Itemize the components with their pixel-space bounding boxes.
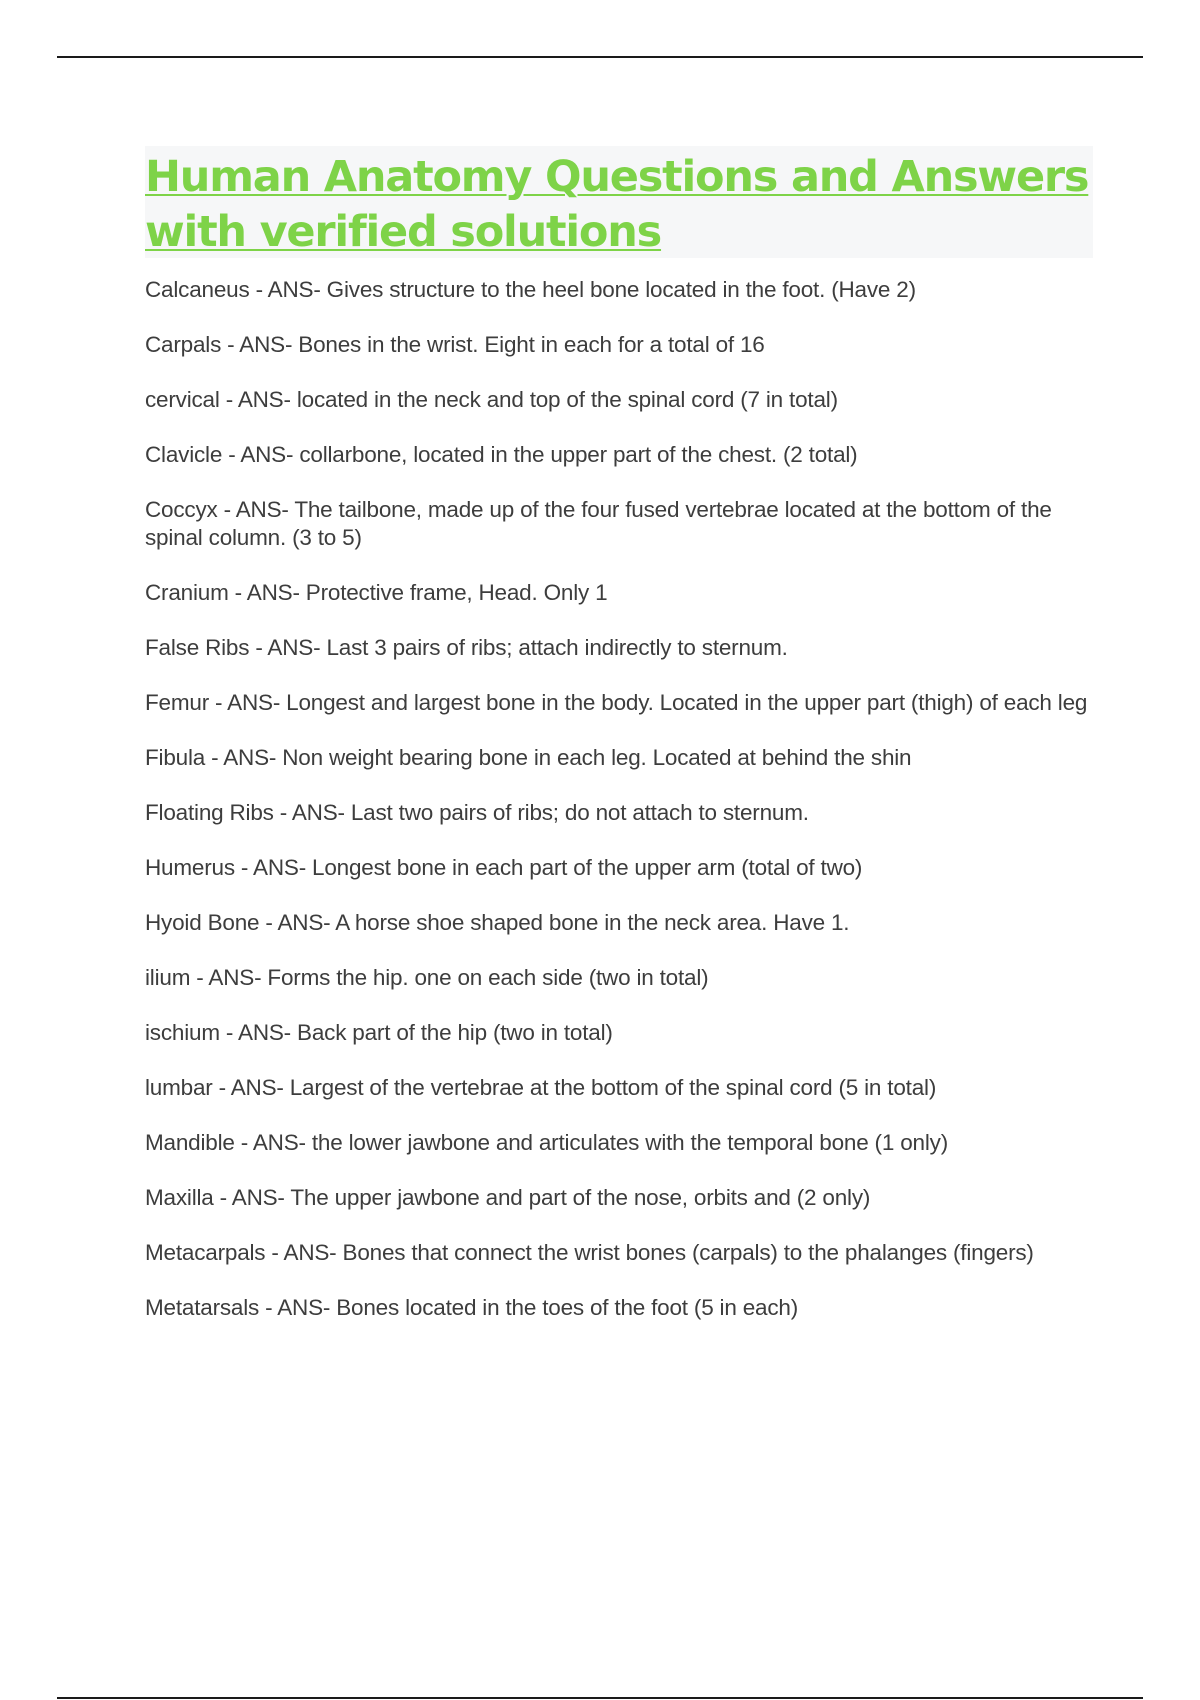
entry-coccyx: Coccyx - ANS- The tailbone, made up of the four fused vertebrae located at the bottom of the spinal column. (3 to 5): [145, 497, 1052, 550]
entry-ischium: ischium - ANS- Back part of the hip (two in total): [145, 1020, 613, 1045]
title-block: [145, 146, 1093, 258]
entry-calcaneus: Calcaneus - ANS- Gives structure to the heel bone located in the foot. (Have 2): [145, 277, 916, 302]
entry-cervical: cervical - ANS- located in the neck and top of the spinal cord (7 in total): [145, 387, 838, 412]
entry-humerus: Humerus - ANS- Longest bone in each part of the upper arm (total of two): [145, 855, 863, 880]
entry-list: [145, 276, 1093, 1322]
entry-false-ribs: False Ribs - ANS- Last 3 pairs of ribs; attach indirectly to sternum.: [145, 635, 788, 660]
entry-metatarsals: Metatarsals - ANS- Bones located in the toes of the foot (5 in each): [145, 1295, 799, 1320]
entry-clavicle: Clavicle - ANS- collarbone, located in the upper part of the chest. (2 total): [145, 442, 858, 467]
entry-femur: Femur - ANS- Longest and largest bone in the body. Located in the upper part (thigh) of each leg: [145, 690, 1088, 715]
entry-floating-ribs: Floating Ribs - ANS- Last two pairs of ribs; do not attach to sternum.: [145, 800, 809, 825]
entry-cranium: Cranium - ANS- Protective frame, Head. Only 1: [145, 580, 608, 605]
document-body: [145, 146, 1093, 1349]
entry-lumbar: lumbar - ANS- Largest of the vertebrae at the bottom of the spinal cord (5 in total): [145, 1075, 937, 1100]
entry-ilium: ilium - ANS- Forms the hip. one on each side (two in total): [145, 965, 709, 990]
entry-hyoid-bone: Hyoid Bone - ANS- A horse shoe shaped bone in the neck area. Have 1.: [145, 910, 850, 935]
document-title: Human Anatomy Questions and Answers with verified solutions: [145, 152, 1089, 257]
entry-mandible: Mandible - ANS- the lower jawbone and articulates with the temporal bone (1 only): [145, 1130, 948, 1155]
entry-carpals: Carpals - ANS- Bones in the wrist. Eight in each for a total of 16: [145, 332, 765, 357]
entry-maxilla: Maxilla - ANS- The upper jawbone and part of the nose, orbits and (2 only): [145, 1185, 871, 1210]
top-divider: [57, 56, 1143, 58]
entry-fibula: Fibula - ANS- Non weight bearing bone in each leg. Located at behind the shin: [145, 745, 912, 770]
bottom-divider: [57, 1697, 1143, 1699]
entry-metacarpals: Metacarpals - ANS- Bones that connect the wrist bones (carpals) to the phalanges (fingers): [145, 1240, 1034, 1265]
